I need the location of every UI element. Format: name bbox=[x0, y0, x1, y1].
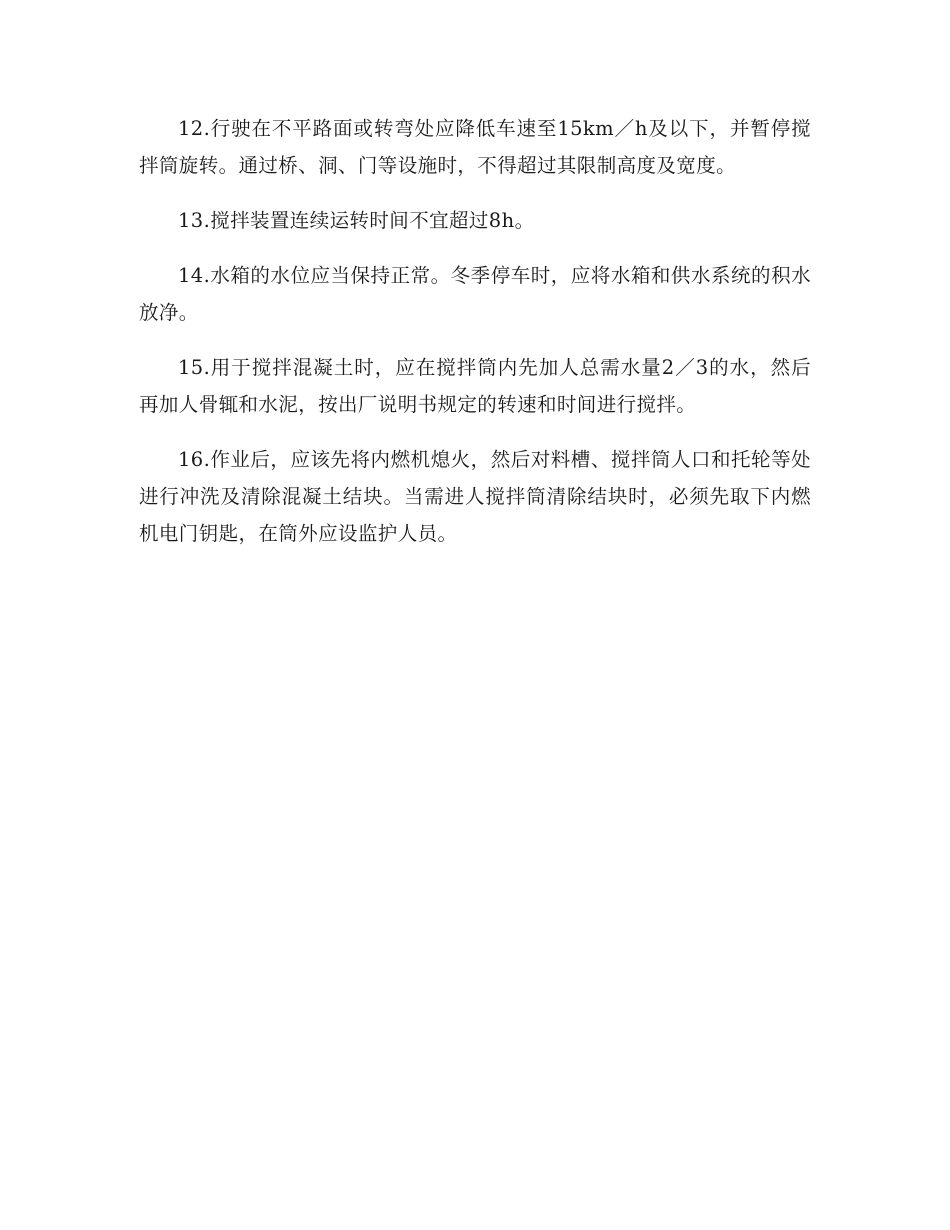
paragraph-item-12: 12.行驶在不平路面或转弯处应降低车速至15km／h及以下，并暂停搅拌筒旋转。通过桥、洞、门等设施时，不得超过其限制高度及宽度。 bbox=[139, 117, 811, 177]
paragraph-item-15: 15.用于搅拌混凝土时，应在搅拌筒内先加人总需水量2／3的水，然后再加人骨辄和水泥，按出厂说明书规定的转速和时间进行搅拌。 bbox=[139, 356, 811, 416]
paragraph-item-14: 14.水箱的水位应当保持正常。冬季停车时，应将水箱和供水系统的积水放净。 bbox=[139, 264, 811, 324]
document-body bbox=[139, 110, 811, 570]
paragraph-item-16: 16.作业后，应该先将内燃机熄火，然后对料槽、搅拌筒人口和托轮等处进行冲洗及清除混凝土结块。当需进人搅拌筒清除结块时，必须先取下内燃机电门钥匙，在筒外应设监护人员。 bbox=[139, 448, 811, 545]
paragraph-item-13: 13.搅拌装置连续运转时间不宜超过8h。 bbox=[178, 209, 535, 232]
